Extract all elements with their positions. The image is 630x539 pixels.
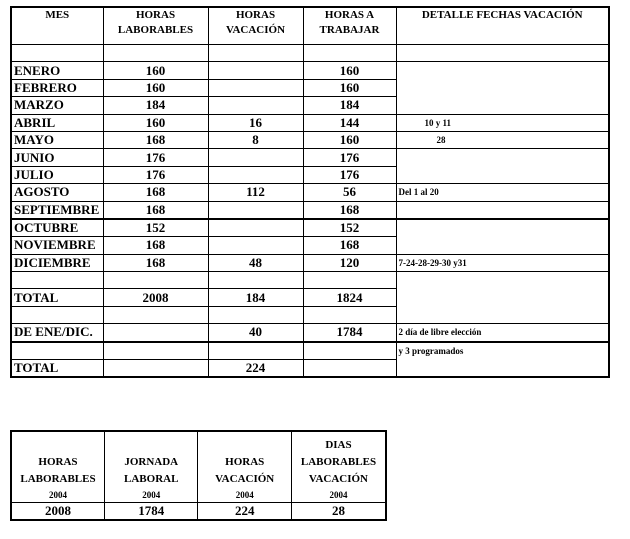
table-row: ABRIL 160 16 144 10 y 11 bbox=[11, 114, 609, 131]
summary-table bbox=[10, 430, 387, 521]
table-row: JUNIO 176 176 bbox=[11, 149, 609, 166]
table-row: AGOSTO 168 112 56 Del 1 al 20 bbox=[11, 184, 609, 201]
header-horas-trabajar: HORAS A TRABAJAR bbox=[303, 7, 396, 45]
table-row: NOVIEMBRE 168 168 bbox=[11, 237, 609, 254]
summary-header-laborables: HORAS LABORABLES 2004 bbox=[11, 431, 104, 503]
table-row: SEPTIEMBRE 168 168 bbox=[11, 201, 609, 219]
header-row bbox=[11, 7, 609, 45]
spacer-row bbox=[11, 45, 609, 62]
header-horas-laborables: HORAS LABORABLES bbox=[103, 7, 208, 45]
vacation-hours-table bbox=[10, 6, 610, 378]
spacer-row: y 3 programados bbox=[11, 342, 609, 360]
header-mes: MES bbox=[11, 7, 103, 45]
total-row: TOTAL 2008 184 1824 bbox=[11, 289, 609, 306]
total-row: TOTAL 224 bbox=[11, 360, 609, 378]
table-row: MARZO 184 184 bbox=[11, 97, 609, 114]
summary-header-vacacion: HORAS VACACIÓN 2004 bbox=[198, 431, 291, 503]
summary-values-row: 2008 1784 224 28 bbox=[11, 503, 386, 521]
header-horas-vacacion: HORAS VACACIÓN bbox=[208, 7, 303, 45]
header-detalle: DETALLE FECHAS VACACIÓN bbox=[396, 7, 609, 45]
table-row: FEBRERO 160 160 bbox=[11, 79, 609, 96]
summary-header-dias: DIAS LABORABLES VACACIÓN 2004 bbox=[291, 431, 386, 503]
spacer-row bbox=[11, 272, 609, 289]
table-row: JULIO 176 176 bbox=[11, 166, 609, 183]
table-row: OCTUBRE 152 152 bbox=[11, 219, 609, 237]
ene-dic-row: DE ENE/DIC. 40 1784 2 día de libre elección bbox=[11, 324, 609, 342]
summary-header-jornada: JORNADA LABORAL 2004 bbox=[104, 431, 197, 503]
table-row: MAYO 168 8 160 28 bbox=[11, 131, 609, 148]
table-row: ENERO 160 160 bbox=[11, 62, 609, 79]
table-row: DICIEMBRE 168 48 120 7-24-28-29-30 y31 bbox=[11, 254, 609, 271]
spacer-row bbox=[11, 306, 609, 323]
summary-header-row bbox=[11, 431, 386, 503]
